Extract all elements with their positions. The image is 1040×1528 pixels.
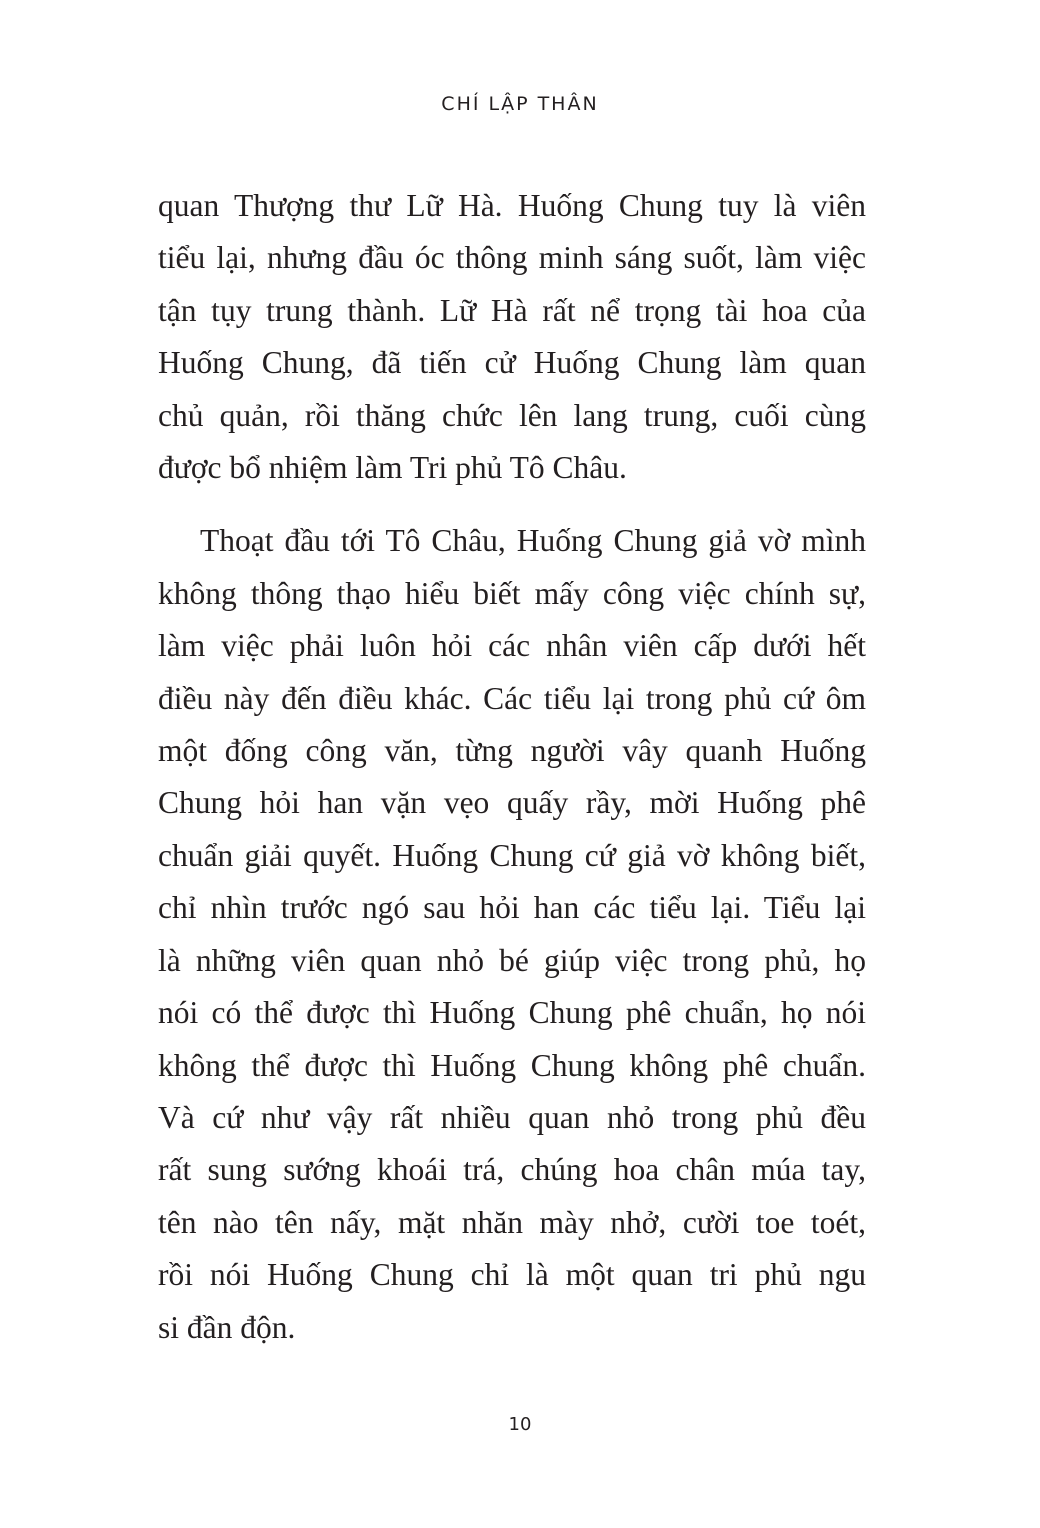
- text-line: không thể được thì Huống Chung không phê chuẩn.: [158, 1047, 866, 1083]
- text-line: quan Thượng thư Lữ Hà. Huống Chung tuy là viên: [158, 188, 866, 223]
- text-line: chủ quản, rồi thăng chức lên lang trung, cuối cùng: [158, 397, 866, 433]
- text-line: làm việc phải luôn hỏi các nhân viên cấp dưới hết: [158, 628, 866, 664]
- text-line: rồi nói Huống Chung chỉ là một quan tri phủ ngu: [158, 1257, 866, 1293]
- text-line: Và cứ như vậy rất nhiều quan nhỏ trong phủ đều: [158, 1099, 866, 1135]
- paragraph-2: [158, 515, 866, 1354]
- text-line: tận tụy trung thành. Lữ Hà rất nể trọng tài hoa của: [158, 292, 866, 328]
- text-line: chỉ nhìn trước ngó sau hỏi han các tiểu lại. Tiểu lại: [158, 890, 866, 926]
- text-line: Thoạt đầu tới Tô Châu, Huống Chung giả vờ mình: [200, 523, 866, 559]
- text-line: Huống Chung, đã tiến cử Huống Chung làm quan: [158, 345, 866, 381]
- text-line: không thông thạo hiểu biết mấy công việc chính sự,: [158, 575, 866, 611]
- page-number: 10: [508, 1414, 532, 1435]
- text-line: được bổ nhiệm làm Tri phủ Tô Châu.: [158, 450, 627, 486]
- text-line: một đống công văn, từng người vây quanh Huống: [158, 733, 866, 769]
- text-line: tên nào tên nấy, mặt nhăn mày nhở, cười toe toét,: [158, 1204, 866, 1240]
- body-text: [158, 180, 866, 1354]
- text-line: tiểu lại, nhưng đầu óc thông minh sáng suốt, làm việc: [158, 240, 866, 276]
- text-line: si đần độn.: [158, 1309, 296, 1345]
- text-line: rất sung sướng khoái trá, chúng hoa chân múa tay,: [158, 1152, 866, 1188]
- text-line: nói có thể được thì Huống Chung phê chuẩn, họ nói: [158, 995, 866, 1031]
- running-header: CHÍ LẬP THÂN: [441, 93, 599, 115]
- text-line: chuẩn giải quyết. Huống Chung cứ giả vờ không biết,: [158, 837, 866, 873]
- paragraph-1: [158, 180, 866, 494]
- text-line: là những viên quan nhỏ bé giúp việc trong phủ, họ: [158, 942, 866, 978]
- text-line: điều này đến điều khác. Các tiểu lại trong phủ cứ ôm: [158, 680, 866, 716]
- text-line: Chung hỏi han vặn vẹo quấy rầy, mời Huống phê: [158, 785, 866, 821]
